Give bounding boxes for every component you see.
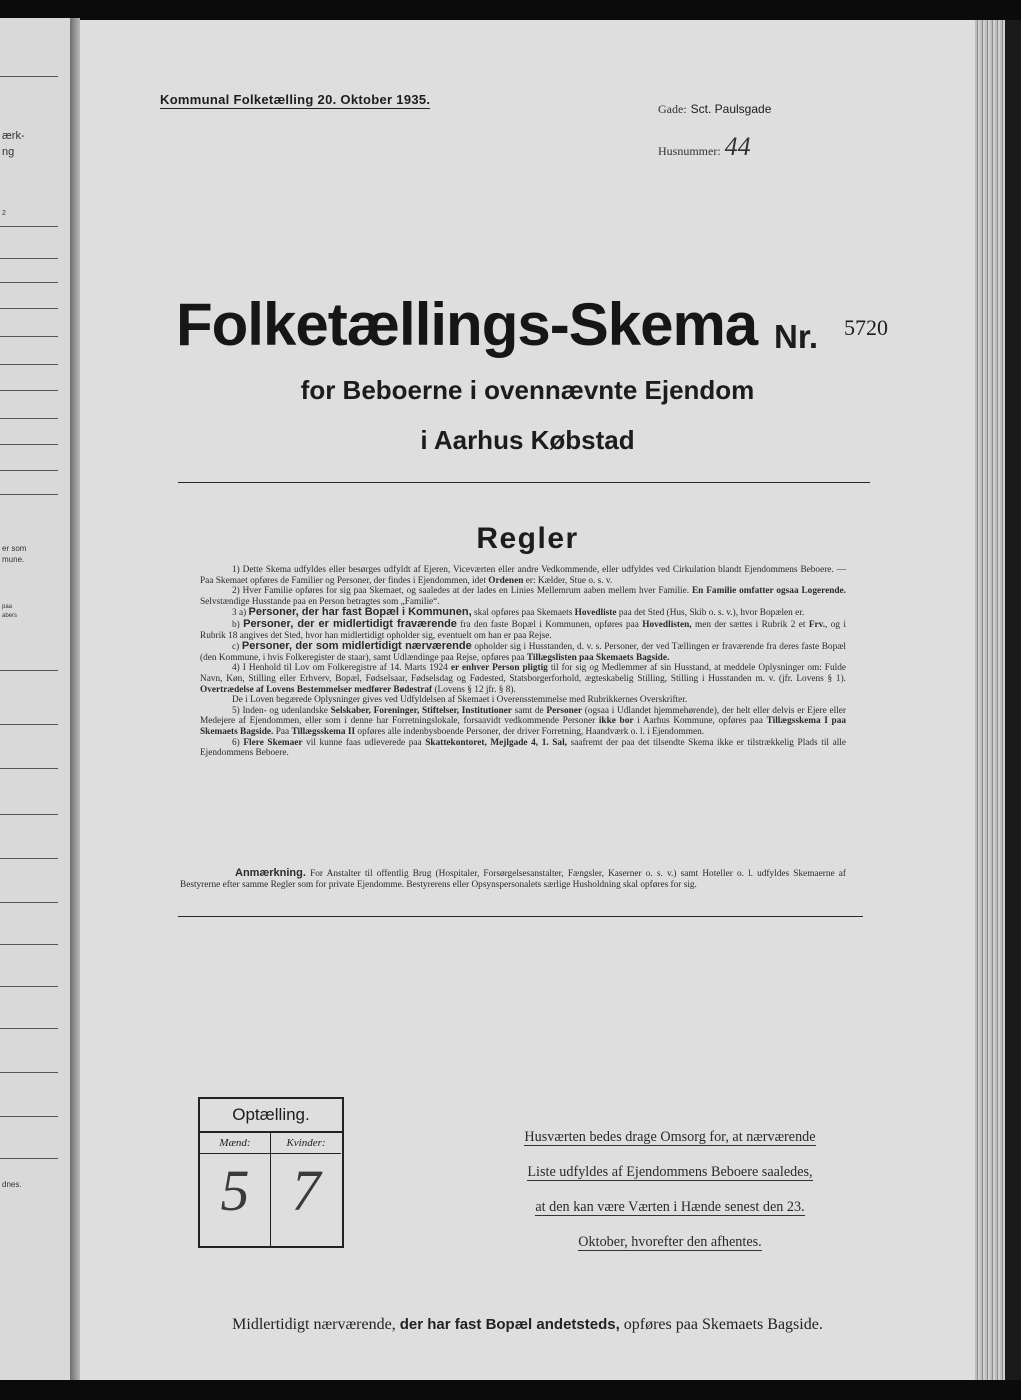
left-page-rule [0,670,58,671]
page-edge-shadow [1005,20,1021,1380]
divider-rule [178,916,863,917]
husnummer-field [658,132,751,162]
notice-line-4: Oktober, hvorefter den afhentes. [578,1234,762,1250]
gade-value: Sct. Paulsgade [690,102,772,116]
rule-2: 2) Hver Familie opføres for sig paa Skemaet, og saaledes at der lades en Linies Mellemrum aaben mellem hver Familie. En Familie omfatter ogsaa Logerende. Selvstændige Husstande paa en Person betragtes som „Familie“. [200,586,846,607]
footer-part-2: der har fast Bopæl andetsteds, [399,1316,620,1333]
gade-field [658,100,771,118]
rule-4: 4) I Henhold til Lov om Folkeregistre af 14. Marts 1924 er enhver Person pligtig til for sig og Medlemmer af sin Husstand, at meddele Oplysninger om: Fulde Navn, Køn, Stilling eller Erhverv, Bopæl, Fødselsaar, Fødselsdag og Fødested, Statsborgerforhold, ægteskabelig Stilling, Stilling i Husstanden m. v. (jfr. Lovens § 1). Overtrædelse af Lovens Bestemmelser medfører Bødestraf (Lovens § 12 jfr. § 8). [200,663,846,695]
rule-5: 5) Inden- og udenlandske Selskaber, Foreninger, Stiftelser, Institutioner samt de Personer (ogsaa i Udlandet hjemmehørende), der helt eller delvis er Ejere eller Medejere af Ejendommen, eller som i denne har Forretningslokale, forsaavidt vedkommende Personer ikke bor i Aarhus Kommune, opføres paa Tillægsskema I paa Skemaets Bagside. Paa Tillægsskema II opføres alle indenbysboende Personer, der driver Forretning, Haandværk o. l. i Ejendommen. [200,705,847,737]
rules-body [200,565,846,759]
left-page-rule [0,858,58,859]
rule-3a: 3 a) Personer, der har fast Bopæl i Kommunen, skal opføres paa Skemaets Hovedliste paa det Sted (Hus, Skib o. s. v.), hvor Bopælen er. [232,606,805,619]
rule-6: 6) Flere Skemaer vil kunne faas udleverede paa Skattekontoret, Mejlgade 4, 1. Sal, saafremt der paa det tilsendte Skema ikke er tilstrækkelig Plads til alle Ejendommens Beboere. [200,737,847,759]
left-page-rule [0,768,58,769]
left-fragment-6: paa [2,604,13,610]
rule-1: 1) Dette Skema udfyldes eller besørges udfyldt af Ejeren, Viceværten eller andre Vedkommende, eller udfyldes ved Cirkulation blandt Ejendommens Beboere. — Paa Skemaet opføres de Familier og Personer, der findes i Ejendommen, idet Ordenen er: Kælder, Stue o. s. v. [200,565,846,586]
husnummer-value: 44 [724,132,751,161]
left-page-fragment [0,18,73,1380]
left-fragment-7: abers [2,613,18,619]
left-fragment-5: mune. [2,555,25,564]
notice-line-1: Husværten bedes drage Omsorg for, at nærværende [524,1129,816,1145]
left-page-rule [0,470,58,471]
left-page-rule [0,76,58,77]
census-form-page [80,20,975,1380]
count-box [198,1097,344,1248]
annotation-label: Anmærkning. [235,867,306,879]
rules-heading: Regler [476,522,579,555]
left-page-rule [0,390,58,391]
left-page-rule [0,282,58,283]
form-subtitle-1: for Beboerne i ovennævnte Ejendom [300,375,755,405]
notice-line-3: at den kan være Værten i Hænde senest den 23. [535,1199,805,1215]
left-page-rule [0,226,58,227]
left-page-rule [0,1158,58,1159]
form-subtitle-2: i Aarhus Købstad [420,425,635,455]
footer-part-3: opføres paa Skemaets Bagside. [623,1316,823,1333]
landlord-notice [500,1126,840,1266]
left-fragment-8: dnes. [2,1180,22,1189]
left-page-rule [0,814,58,815]
kvinder-label: Kvinder: [271,1133,341,1154]
footer-part-1: Midlertidigt nærværende, [232,1316,396,1333]
left-page-rule [0,902,58,903]
maend-column [200,1133,271,1246]
husnummer-label: Husnummer: [658,144,721,158]
left-page-rule [0,494,58,495]
left-page-rule [0,364,58,365]
left-page-rule [0,258,58,259]
form-nr-label: Nr. [774,318,819,355]
left-page-rule [0,308,58,309]
book-spine [70,18,80,1380]
annotation-note [180,868,846,891]
gade-label: Gade: [658,102,687,116]
left-fragment-4: er som [2,544,27,553]
notice-line-2: Liste udfyldes af Ejendommens Beboere saaledes, [527,1164,813,1180]
form-title: Folketællings-Skema [176,291,758,358]
left-fragment-2: ng [2,146,15,158]
left-page-rule [0,1116,58,1117]
rule-3c: c) Personer, der som midlertidigt nærværende opholder sig i Husstanden, d. v. s. Personer, der ved Tællingen er fraværende fra deres faste Bopæl (den Kommune, i hvis Folkeregister de staar), samt Udlændinge paa Rejse, opføres paa Tillægslisten paa Skemaets Bagside. [200,640,847,663]
left-page-rule [0,944,58,945]
left-page-rule [0,724,58,725]
left-page-rule [0,336,58,337]
divider-rule [178,482,870,483]
form-number: 5720 [844,315,888,340]
left-fragment-1: ærk- [2,130,25,142]
count-box-title: Optælling. [200,1099,342,1133]
left-page-rule [0,1028,58,1029]
left-page-rule [0,1072,58,1073]
annotation-text: For Anstalter til offentlig Brug (Hospitaler, Forsørgelsesanstalter, Fængsler, Kaserner o. s. v.) samt Hoteller o. l. udfyldes Skemaerne af Bestyrerne efter samme Regler som for private Ejendomme. Bestyrerens eller Opsynspersonalets særlige Husholdning skal opføres for sig. [180,869,846,890]
footer-note [80,1316,975,1334]
left-fragment-3: 2 [2,210,6,217]
page-edges [975,20,1005,1380]
maend-count: 5 [220,1158,250,1223]
kvinder-column [271,1133,341,1246]
left-page-rule [0,444,58,445]
left-page-rule [0,418,58,419]
rule-3b: b) Personer, der er midlertidigt fraværende fra den faste Bopæl i Kommunen, opføres paa Hovedlisten, men der sættes i Rubrik 2 et Frv., og i Rubrik 18 angives det Sted, hvor han midlertidigt opholder sig, eventuelt om han er paa Rejse. [200,617,847,641]
kvinder-count: 7 [291,1158,321,1223]
census-header: Kommunal Folketælling 20. Oktober 1935. [160,92,431,107]
left-page-rule [0,986,58,987]
maend-label: Mænd: [200,1133,270,1154]
rule-4-note: De i Loven begærede Oplysninger gives ved Udfyldelsen af Skemaet i Overensstemmelse med Rubrikkernes Overskrifter. [232,695,688,706]
